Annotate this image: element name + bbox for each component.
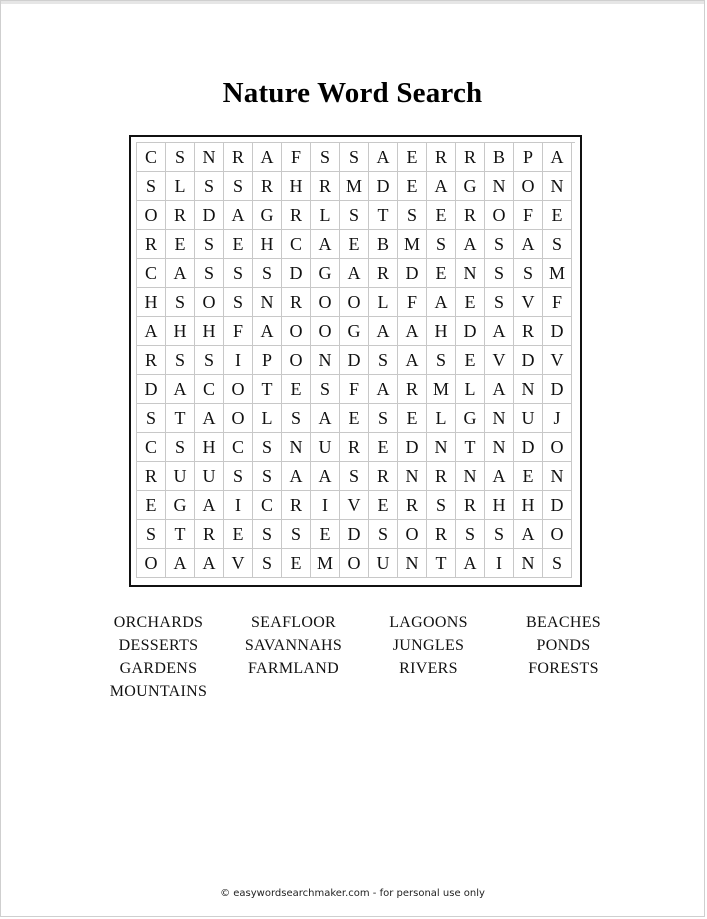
grid-cell: S <box>137 404 166 433</box>
grid-cell: T <box>166 404 195 433</box>
grid-cell: R <box>340 433 369 462</box>
grid-cell: P <box>514 143 543 172</box>
grid-cell: S <box>311 143 340 172</box>
grid-cell: A <box>166 549 195 578</box>
grid-cell: R <box>369 462 398 491</box>
grid-cell: H <box>514 491 543 520</box>
grid-cell: A <box>195 491 224 520</box>
grid-cell: E <box>311 520 340 549</box>
grid-cell: D <box>514 433 543 462</box>
grid-cell: E <box>398 143 427 172</box>
word-list-item: RIVERS <box>399 660 458 677</box>
grid-cell: F <box>514 201 543 230</box>
grid-cell: T <box>253 375 282 404</box>
grid-cell: N <box>456 259 485 288</box>
grid-cell: F <box>224 317 253 346</box>
grid-cell: A <box>166 259 195 288</box>
grid-cell: N <box>195 143 224 172</box>
grid-cell: A <box>195 404 224 433</box>
word-list-item: LAGOONS <box>389 614 468 631</box>
grid-cell: S <box>137 172 166 201</box>
grid-cell: A <box>224 201 253 230</box>
grid-cell: S <box>340 143 369 172</box>
grid-cell: E <box>398 404 427 433</box>
grid-cell: E <box>427 201 456 230</box>
grid-cell: T <box>369 201 398 230</box>
grid-cell: M <box>427 375 456 404</box>
grid-cell: D <box>398 433 427 462</box>
grid-cell: E <box>369 433 398 462</box>
grid-cell: S <box>369 346 398 375</box>
grid-cell: N <box>398 549 427 578</box>
grid-cell: C <box>137 433 166 462</box>
grid-cell: U <box>369 549 398 578</box>
grid-cell: O <box>514 172 543 201</box>
grid-cell: F <box>340 375 369 404</box>
grid-cell: R <box>311 172 340 201</box>
grid-cell: B <box>485 143 514 172</box>
grid-cell: O <box>224 404 253 433</box>
grid-cell: F <box>282 143 311 172</box>
grid-cell: A <box>369 143 398 172</box>
grid-cell: S <box>340 462 369 491</box>
grid-cell: S <box>195 230 224 259</box>
grid-cell: D <box>514 346 543 375</box>
grid-cell: O <box>340 549 369 578</box>
grid-cell: G <box>340 317 369 346</box>
grid-cell: S <box>224 172 253 201</box>
grid-cell: A <box>485 462 514 491</box>
grid-cell: A <box>427 172 456 201</box>
grid-cell: R <box>398 491 427 520</box>
grid-cell: S <box>485 288 514 317</box>
grid-cell: N <box>514 375 543 404</box>
grid-cell: N <box>398 462 427 491</box>
grid-cell: A <box>514 520 543 549</box>
grid-cell: S <box>340 201 369 230</box>
grid-cell: V <box>340 491 369 520</box>
grid-cell: R <box>427 520 456 549</box>
grid-cell: A <box>340 259 369 288</box>
grid-cell: A <box>195 549 224 578</box>
grid-cell: A <box>137 317 166 346</box>
grid-cell: S <box>166 433 195 462</box>
grid-cell: A <box>514 230 543 259</box>
grid-cell: E <box>543 201 572 230</box>
grid-cell: E <box>137 491 166 520</box>
grid-cell: S <box>224 259 253 288</box>
page-title: Nature Word Search <box>222 77 483 109</box>
grid-cell: N <box>456 462 485 491</box>
grid-cell: E <box>166 230 195 259</box>
grid-cell: O <box>340 288 369 317</box>
grid-cell: S <box>253 549 282 578</box>
grid-cell: D <box>398 259 427 288</box>
copyright-footer: © easywordsearchmaker.com - for personal use only <box>220 888 485 899</box>
grid-cell: M <box>311 549 340 578</box>
grid-cell: A <box>311 462 340 491</box>
grid-cell: U <box>311 433 340 462</box>
grid-cell: A <box>427 288 456 317</box>
grid-cell: L <box>456 375 485 404</box>
grid-cell: R <box>137 462 166 491</box>
grid-cell: R <box>427 143 456 172</box>
grid-cell: D <box>543 317 572 346</box>
grid-cell: R <box>427 462 456 491</box>
grid-cell: M <box>340 172 369 201</box>
grid-cell: G <box>253 201 282 230</box>
grid-cell: B <box>369 230 398 259</box>
grid-cell: D <box>137 375 166 404</box>
grid-cell: D <box>456 317 485 346</box>
grid-cell: F <box>398 288 427 317</box>
grid-cell: J <box>543 404 572 433</box>
grid-cell: O <box>137 201 166 230</box>
grid-cell: C <box>282 230 311 259</box>
grid-cell: V <box>543 346 572 375</box>
grid-cell: D <box>195 201 224 230</box>
grid-cell: F <box>543 288 572 317</box>
grid-cell: G <box>311 259 340 288</box>
grid-cell: R <box>369 259 398 288</box>
grid-cell: R <box>456 143 485 172</box>
grid-cell: E <box>369 491 398 520</box>
word-list-item: MOUNTAINS <box>109 683 208 700</box>
grid-cell: D <box>340 346 369 375</box>
grid-cell: S <box>543 549 572 578</box>
grid-cell: E <box>398 172 427 201</box>
grid-cell: A <box>311 404 340 433</box>
grid-cell: S <box>427 346 456 375</box>
grid-cell: S <box>427 491 456 520</box>
grid-cell: S <box>282 404 311 433</box>
grid-cell: N <box>485 433 514 462</box>
grid-cell: G <box>166 491 195 520</box>
grid-cell: A <box>456 549 485 578</box>
grid-cell: R <box>166 201 195 230</box>
grid-cell: S <box>195 172 224 201</box>
grid-cell: A <box>456 230 485 259</box>
grid-cell: H <box>282 172 311 201</box>
grid-cell: V <box>514 288 543 317</box>
word-list-item: FARMLAND <box>247 660 339 677</box>
grid-cell: S <box>311 375 340 404</box>
grid-cell: M <box>543 259 572 288</box>
word-list-item: JUNGLES <box>392 637 465 654</box>
grid-cell: H <box>253 230 282 259</box>
grid-cell: E <box>282 375 311 404</box>
word-list-item: PONDS <box>536 637 591 654</box>
grid-cell: V <box>485 346 514 375</box>
grid-cell: D <box>340 520 369 549</box>
grid-cell: N <box>543 462 572 491</box>
grid-cell: S <box>224 288 253 317</box>
grid-cell: G <box>456 404 485 433</box>
grid-cell: S <box>514 259 543 288</box>
grid-cell: S <box>166 143 195 172</box>
grid-cell: A <box>253 143 282 172</box>
grid-cell: A <box>282 462 311 491</box>
grid-cell: E <box>224 520 253 549</box>
word-list-item: SEAFLOOR <box>250 614 337 631</box>
grid-cell: E <box>456 288 485 317</box>
grid-cell: S <box>166 288 195 317</box>
word-list-item: BEACHES <box>526 614 601 631</box>
grid-cell: S <box>456 520 485 549</box>
grid-cell: G <box>456 172 485 201</box>
grid-cell: L <box>369 288 398 317</box>
grid-cell: C <box>253 491 282 520</box>
word-list-item: DESSERTS <box>118 637 199 654</box>
grid-cell: O <box>137 549 166 578</box>
grid-cell: O <box>543 433 572 462</box>
grid-cell: N <box>253 288 282 317</box>
grid-cell: R <box>514 317 543 346</box>
grid-cell: S <box>398 201 427 230</box>
grid-cell: R <box>224 143 253 172</box>
grid-cell: O <box>224 375 253 404</box>
grid-cell: S <box>369 520 398 549</box>
grid-cell: R <box>253 172 282 201</box>
grid-cell: A <box>398 317 427 346</box>
grid-cell: E <box>224 230 253 259</box>
grid-cell: D <box>282 259 311 288</box>
grid-cell: R <box>282 201 311 230</box>
grid-cell: S <box>485 230 514 259</box>
grid-cell: A <box>398 346 427 375</box>
grid-cell: S <box>224 462 253 491</box>
grid-cell: R <box>282 491 311 520</box>
grid-cell: C <box>137 259 166 288</box>
grid-cell: N <box>282 433 311 462</box>
grid-cell: H <box>195 317 224 346</box>
grid-cell: O <box>311 288 340 317</box>
grid-cell: S <box>195 346 224 375</box>
grid-cell: N <box>485 404 514 433</box>
grid-cell: S <box>253 259 282 288</box>
grid-cell: R <box>456 491 485 520</box>
grid-cell: O <box>311 317 340 346</box>
grid-cell: P <box>253 346 282 375</box>
grid-cell: H <box>427 317 456 346</box>
grid-cell: V <box>224 549 253 578</box>
grid-cell: E <box>456 346 485 375</box>
word-list-item: FORESTS <box>528 660 599 677</box>
word-list-item: SAVANNAHS <box>244 637 343 654</box>
grid-cell: S <box>195 259 224 288</box>
grid-cell: E <box>340 404 369 433</box>
grid-cell: O <box>543 520 572 549</box>
grid-cell: H <box>195 433 224 462</box>
grid-cell: N <box>543 172 572 201</box>
grid-cell: O <box>485 201 514 230</box>
grid-cell: D <box>543 375 572 404</box>
grid-cell: A <box>485 375 514 404</box>
grid-cell: A <box>166 375 195 404</box>
grid-cell: E <box>340 230 369 259</box>
word-list-item: ORCHARDS <box>113 614 204 631</box>
word-list <box>91 614 631 701</box>
grid-cell: O <box>398 520 427 549</box>
grid-cell: A <box>253 317 282 346</box>
grid-cell: H <box>166 317 195 346</box>
grid-cell: R <box>137 230 166 259</box>
grid-cell: O <box>282 346 311 375</box>
grid-cell: I <box>224 491 253 520</box>
grid-cell: D <box>543 491 572 520</box>
grid-cell: S <box>166 346 195 375</box>
grid-cell: I <box>311 491 340 520</box>
grid-cell: R <box>137 346 166 375</box>
grid-cell: C <box>224 433 253 462</box>
grid-cell: E <box>282 549 311 578</box>
grid-cell: E <box>514 462 543 491</box>
word-list-item: GARDENS <box>119 660 198 677</box>
grid-cell: D <box>369 172 398 201</box>
grid-cell: S <box>253 520 282 549</box>
grid-cell: M <box>398 230 427 259</box>
grid-cell: L <box>427 404 456 433</box>
grid-cell: T <box>166 520 195 549</box>
top-border <box>1 1 704 4</box>
grid-cell: O <box>282 317 311 346</box>
grid-cell: N <box>514 549 543 578</box>
grid-cell: S <box>427 230 456 259</box>
grid-cell: S <box>369 404 398 433</box>
grid-cell: A <box>311 230 340 259</box>
grid-cell: A <box>369 375 398 404</box>
grid-cell: S <box>137 520 166 549</box>
grid-cell: A <box>485 317 514 346</box>
grid-cell: H <box>485 491 514 520</box>
grid-cell: O <box>195 288 224 317</box>
grid-cell: S <box>485 520 514 549</box>
grid-cell: S <box>485 259 514 288</box>
grid-cell: S <box>253 462 282 491</box>
grid-cell: T <box>427 549 456 578</box>
grid-cell: N <box>427 433 456 462</box>
grid-cell: S <box>253 433 282 462</box>
grid-cell: I <box>224 346 253 375</box>
grid-cell: S <box>543 230 572 259</box>
grid-cell: T <box>456 433 485 462</box>
grid-cell: U <box>166 462 195 491</box>
grid-cell: R <box>195 520 224 549</box>
grid-cell: N <box>311 346 340 375</box>
grid-cell: U <box>514 404 543 433</box>
grid-cell: L <box>311 201 340 230</box>
letter-grid <box>136 142 575 578</box>
grid-cell: E <box>427 259 456 288</box>
grid-cell: C <box>137 143 166 172</box>
grid-cell: L <box>253 404 282 433</box>
grid-cell: R <box>282 288 311 317</box>
grid-cell: R <box>456 201 485 230</box>
grid-cell: U <box>195 462 224 491</box>
grid-cell: H <box>137 288 166 317</box>
puzzle-frame <box>129 135 582 587</box>
grid-cell: A <box>369 317 398 346</box>
grid-cell: S <box>282 520 311 549</box>
grid-cell: C <box>195 375 224 404</box>
grid-cell: I <box>485 549 514 578</box>
grid-cell: A <box>543 143 572 172</box>
grid-cell: R <box>398 375 427 404</box>
grid-cell: L <box>166 172 195 201</box>
grid-cell: N <box>485 172 514 201</box>
